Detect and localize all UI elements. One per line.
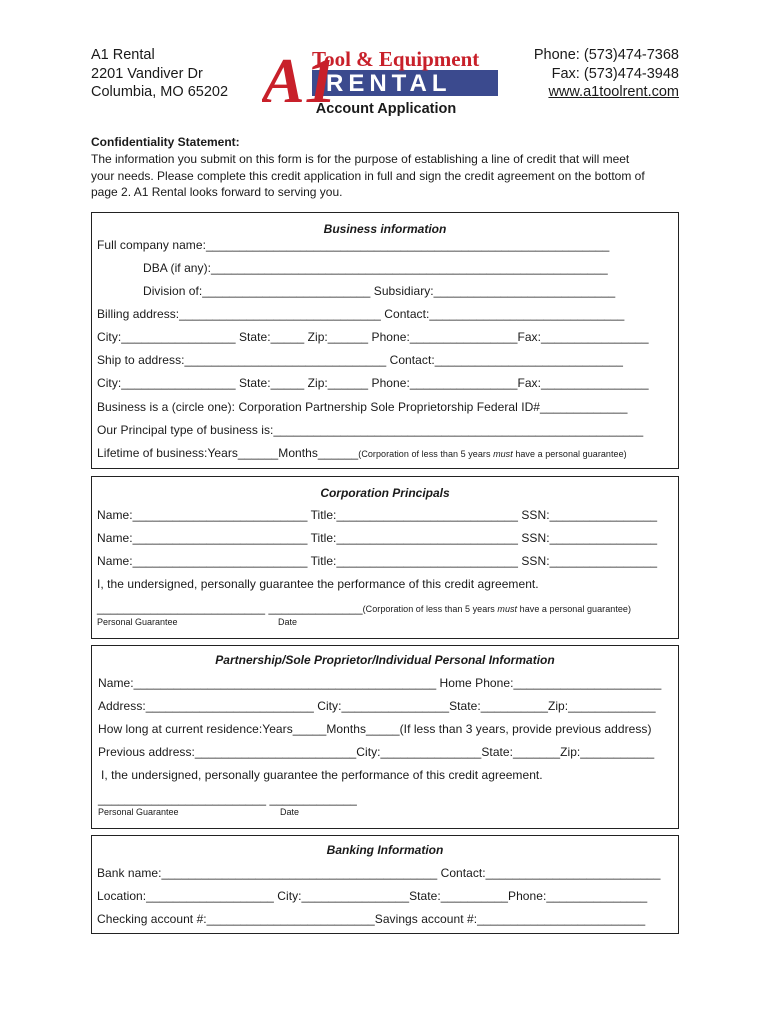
previous-address-field[interactable]: Previous address:________________________City:_______________State:_______Zip:___________ xyxy=(98,745,655,759)
bank-accounts-field[interactable]: Checking account #:_________________________Savings account #:_________________________ xyxy=(97,912,646,926)
business-lifetime-field[interactable] xyxy=(97,446,627,460)
business-information-section xyxy=(91,212,679,469)
personal-information-section xyxy=(91,645,679,829)
banking-information-section xyxy=(91,835,679,934)
personal-address-field[interactable]: Address:_________________________ City:________________State:__________Zip:_____________ xyxy=(98,699,656,713)
company-address xyxy=(91,46,228,102)
confidentiality-statement xyxy=(91,151,686,201)
principal-business-type-field[interactable]: Our Principal type of business is:_______________________________________________________ xyxy=(97,423,644,437)
personal-signature-line[interactable]: _________________________ _____________ xyxy=(98,792,357,806)
corporation-principals-section xyxy=(91,476,679,639)
city-state-zip: Columbia, MO 65202 xyxy=(91,84,229,100)
confidentiality-line: your needs. Please complete this credit application in full and sign the credit agreement on the bottom of xyxy=(91,168,645,183)
logo-a1-mark: A1 xyxy=(262,45,337,116)
company-name: A1 Rental xyxy=(91,47,155,63)
business-lifetime-label: Lifetime of business:Years______Months______ xyxy=(97,446,359,460)
bank-location-field[interactable]: Location:___________________ City:________________State:__________Phone:_______________ xyxy=(97,889,648,903)
corporation-date-label: Date xyxy=(278,617,298,627)
billing-city-field[interactable]: City:_________________ State:_____ Zip:______ Phone:________________Fax:________________ xyxy=(97,330,649,344)
personal-name-phone-field[interactable]: Name:_____________________________________________ Home Phone:______________________ xyxy=(98,676,662,690)
personal-guarantee-statement: I, the undersigned, personally guarantee the performance of this credit agreement. xyxy=(101,768,543,782)
banking-section-title: Banking Information xyxy=(326,843,444,857)
phone-number: Phone: (573)474-7368 xyxy=(533,47,679,63)
personal-date-label: Date xyxy=(280,807,300,817)
logo-text-bottom: RENTAL xyxy=(326,70,452,97)
fax-number: Fax: (573)474-3948 xyxy=(551,65,679,82)
principal-row[interactable]: Name:__________________________ Title:___________________________ SSN:________________ xyxy=(97,531,658,545)
confidentiality-heading: Confidentiality Statement: xyxy=(91,135,240,149)
form-title: Account Application xyxy=(315,101,457,117)
confidentiality-line: page 2. A1 Rental looks forward to serving you. xyxy=(91,185,343,199)
principal-row[interactable]: Name:__________________________ Title:___________________________ SSN:________________ xyxy=(97,508,658,522)
shipping-city-field[interactable]: City:_________________ State:_____ Zip:______ Phone:________________Fax:________________ xyxy=(97,376,649,390)
business-type-field[interactable]: Business is a (circle one): Corporation Partnership Sole Proprietorship Federal ID#_____________ xyxy=(97,400,628,414)
confidentiality-line: The information you submit on this form is for the purpose of establishing a line of credit that will meet xyxy=(91,152,630,166)
full-company-name-field[interactable]: Full company name:____________________________________________________________ xyxy=(97,238,610,252)
billing-address-field[interactable]: Billing address:______________________________ Contact:_____________________________ xyxy=(97,307,625,321)
corporation-guarantee-statement: I, the undersigned, personally guarantee the performance of this credit agreement. xyxy=(97,577,539,591)
bank-name-field[interactable]: Bank name:_________________________________________ Contact:__________________________ xyxy=(97,866,661,880)
personal-signature-label: Personal Guarantee xyxy=(98,807,179,817)
lifetime-note: (Corporation of less than 5 years must have a personal guarantee) xyxy=(358,449,627,459)
ship-to-address-field[interactable]: Ship to address:______________________________ Contact:____________________________ xyxy=(97,353,623,367)
street-address: 2201 Vandiver Dr xyxy=(91,65,203,82)
division-subsidiary-field[interactable]: Division of:_________________________ Subsidiary:___________________________ xyxy=(143,284,616,298)
personal-section-title: Partnership/Sole Proprietor/Individual Personal Information xyxy=(215,653,555,667)
corporation-signature-label: Personal Guarantee xyxy=(97,617,178,627)
company-contact xyxy=(534,46,679,102)
corporation-signature-line[interactable]: _________________________ ______________(Corporation of less than 5 years must have a personal guarantee) xyxy=(97,601,632,615)
business-section-title: Business information xyxy=(323,222,447,236)
logo-text-top: Tool & Equipment xyxy=(312,47,480,71)
website-link[interactable]: www.a1toolrent.com xyxy=(548,84,679,100)
principal-row[interactable]: Name:__________________________ Title:___________________________ SSN:________________ xyxy=(97,554,658,568)
corporation-section-title: Corporation Principals xyxy=(320,486,450,500)
dba-field[interactable]: DBA (if any):___________________________________________________________ xyxy=(143,261,608,275)
corporation-guarantee-note: (Corporation of less than 5 years must have a personal guarantee) xyxy=(362,604,632,614)
residence-duration-field[interactable]: How long at current residence:Years_____Months_____(If less than 3 years, provide previous address) xyxy=(98,722,652,736)
